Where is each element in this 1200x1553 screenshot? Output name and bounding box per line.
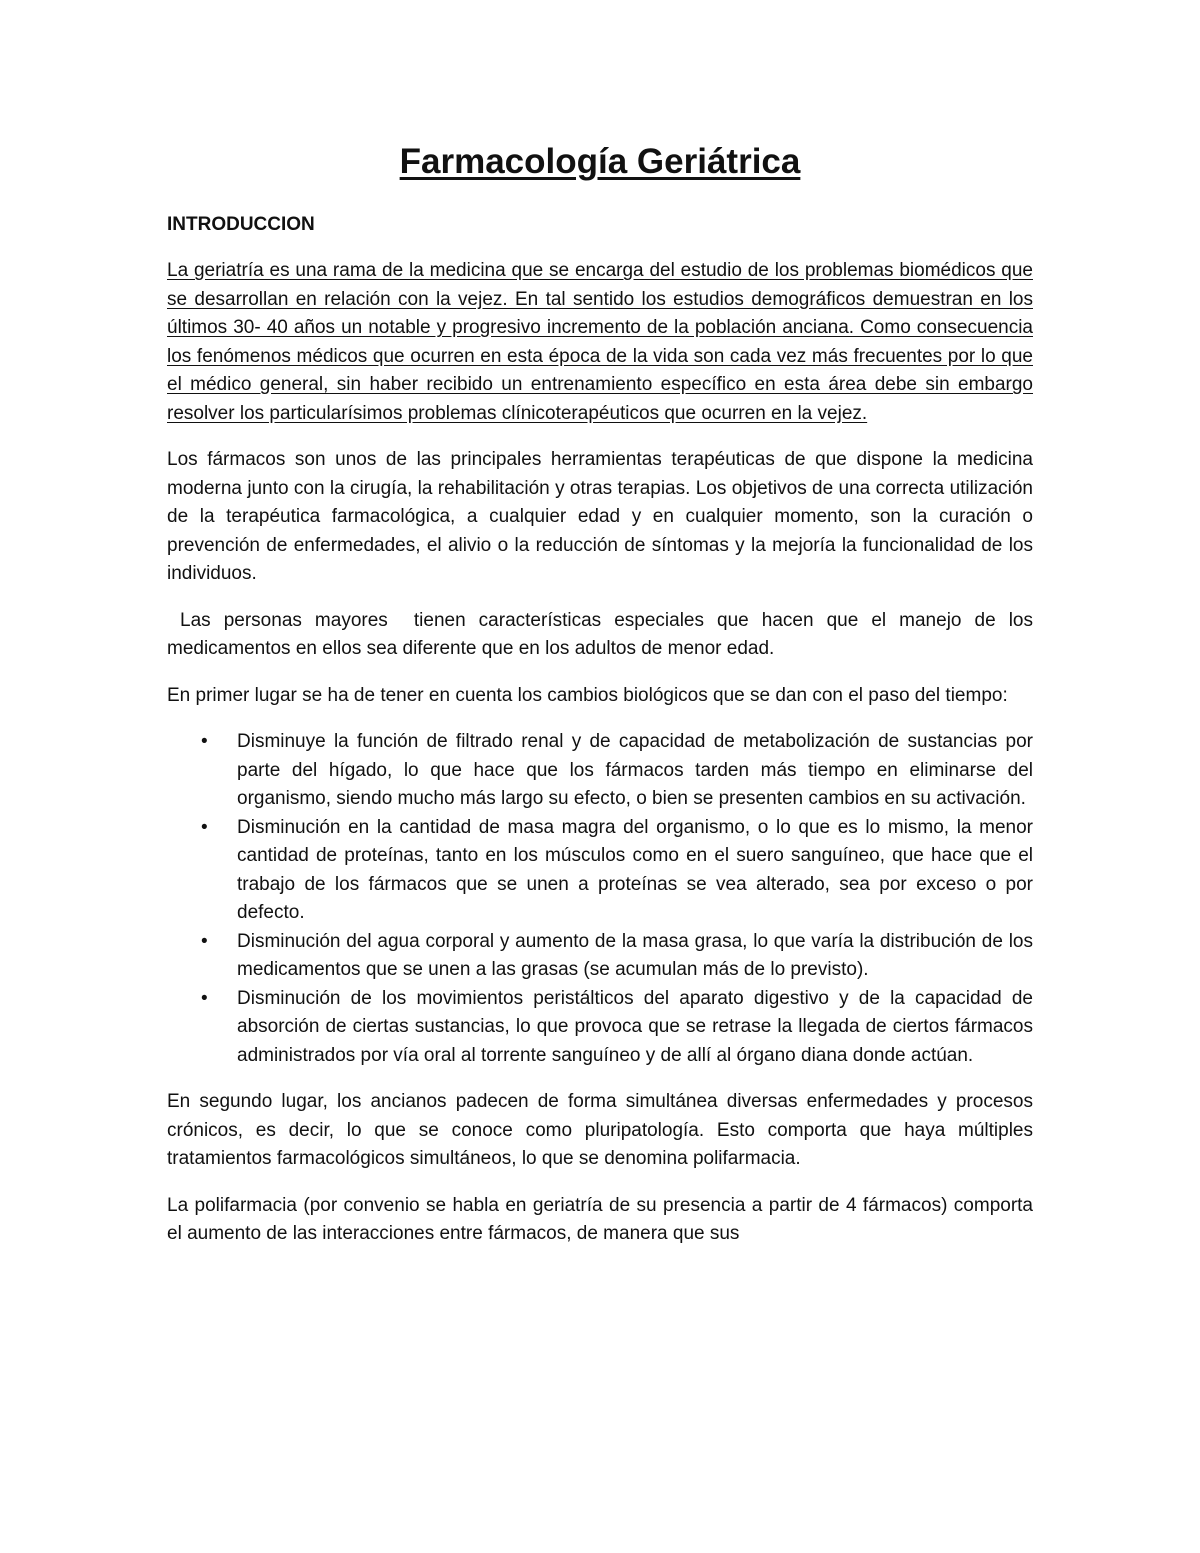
bullet-icon: •	[201, 930, 208, 952]
list-item	[167, 814, 1033, 928]
list-item	[167, 928, 1033, 985]
paragraph-biological-changes: En primer lugar se ha de tener en cuenta los cambios biológicos que se dan con el paso del tiempo:	[167, 684, 1008, 706]
paragraph-pluripathology: En segundo lugar, los ancianos padecen de forma simultánea diversas enfermedades y procesos crónicos, es decir, lo que se conoce como pluripatología. Esto comporta que haya múltiples tratamientos farmacológicos simultáneos, lo que se denomina polifarmacia.	[167, 1091, 1033, 1169]
list-item-text: Disminución del agua corporal y aumento de la masa grasa, lo que varía la distribución de los medicamentos que se unen a las grasas (se acumulan más de lo previsto).	[237, 930, 1033, 980]
list-item	[167, 728, 1033, 814]
intro-paragraph: La geriatría es una rama de la medicina que se encarga del estudio de los problemas biomédicos que se desarrollan en relación con la vejez. En tal sentido los estudios demográficos demuestran en los últimos 30- 40 años un notable y progresivo incremento de la población anciana. Como consecuencia los fenómenos médicos que ocurren en esta época de la vida son cada vez más frecuentes por lo que el médico general, sin haber recibido un entrenamiento específico en esta área debe sin embargo resolver los particularísimos problemas clínicoterapéuticos que ocurren en la vejez.	[167, 260, 1033, 424]
list-item-text: Disminuye la función de filtrado renal y de capacidad de metabolización de sustancias por parte del hígado, lo que hace que los fármacos tarden más tiempo en eliminarse del organismo, siendo mucho más largo su efecto, o bien se presenten cambios en su activación.	[237, 731, 1033, 809]
bullet-icon: •	[201, 816, 208, 838]
document-page	[167, 138, 1039, 1249]
section-heading: INTRODUCCION	[167, 214, 315, 235]
biological-changes-list	[167, 728, 1033, 1070]
list-item-text: Disminución de los movimientos peristálticos del aparato digestivo y de la capacidad de absorción de ciertas sustancias, lo que provoca que se retrase la llegada de ciertos fármacos administrados por vía oral al torrente sanguíneo y de allí al órgano diana donde actúan.	[237, 987, 1033, 1066]
bullet-icon: •	[201, 731, 208, 752]
list-item	[167, 985, 1033, 1071]
bullet-icon: •	[201, 987, 208, 1009]
paragraph-drugs-tools: Los fármacos son unos de las principales herramientas terapéuticas de que dispone la medicina moderna junto con la cirugía, la rehabilitación y otras terapias. Los objetivos de una correcta utilización de la terapéutica farmacológica, a cualquier edad y en cualquier momento, son la curación o prevención de enfermedades, el alivio o la reducción de síntomas y la mejoría la funcionalidad de los individuos.	[167, 449, 1033, 584]
paragraph-elderly-characteristics: Las personas mayores tienen características especiales que hacen que el manejo de los medicamentos en ellos sea diferente que en los adultos de menor edad.	[167, 609, 1039, 659]
document-title: Farmacología Geriátrica	[399, 142, 801, 181]
list-item-text: Disminución en la cantidad de masa magra del organismo, o lo que es lo mismo, la menor cantidad de proteínas, tanto en los músculos como en el suero sanguíneo, que hace que el trabajo de los fármacos que se unen a proteínas se vea alterado, sea por exceso o por defecto.	[237, 816, 1033, 923]
paragraph-polypharmacy: La polifarmacia (por convenio se habla en geriatría de su presencia a partir de 4 fármacos) comporta el aumento de las interacciones entre fármacos, de manera que sus	[167, 1194, 1033, 1244]
